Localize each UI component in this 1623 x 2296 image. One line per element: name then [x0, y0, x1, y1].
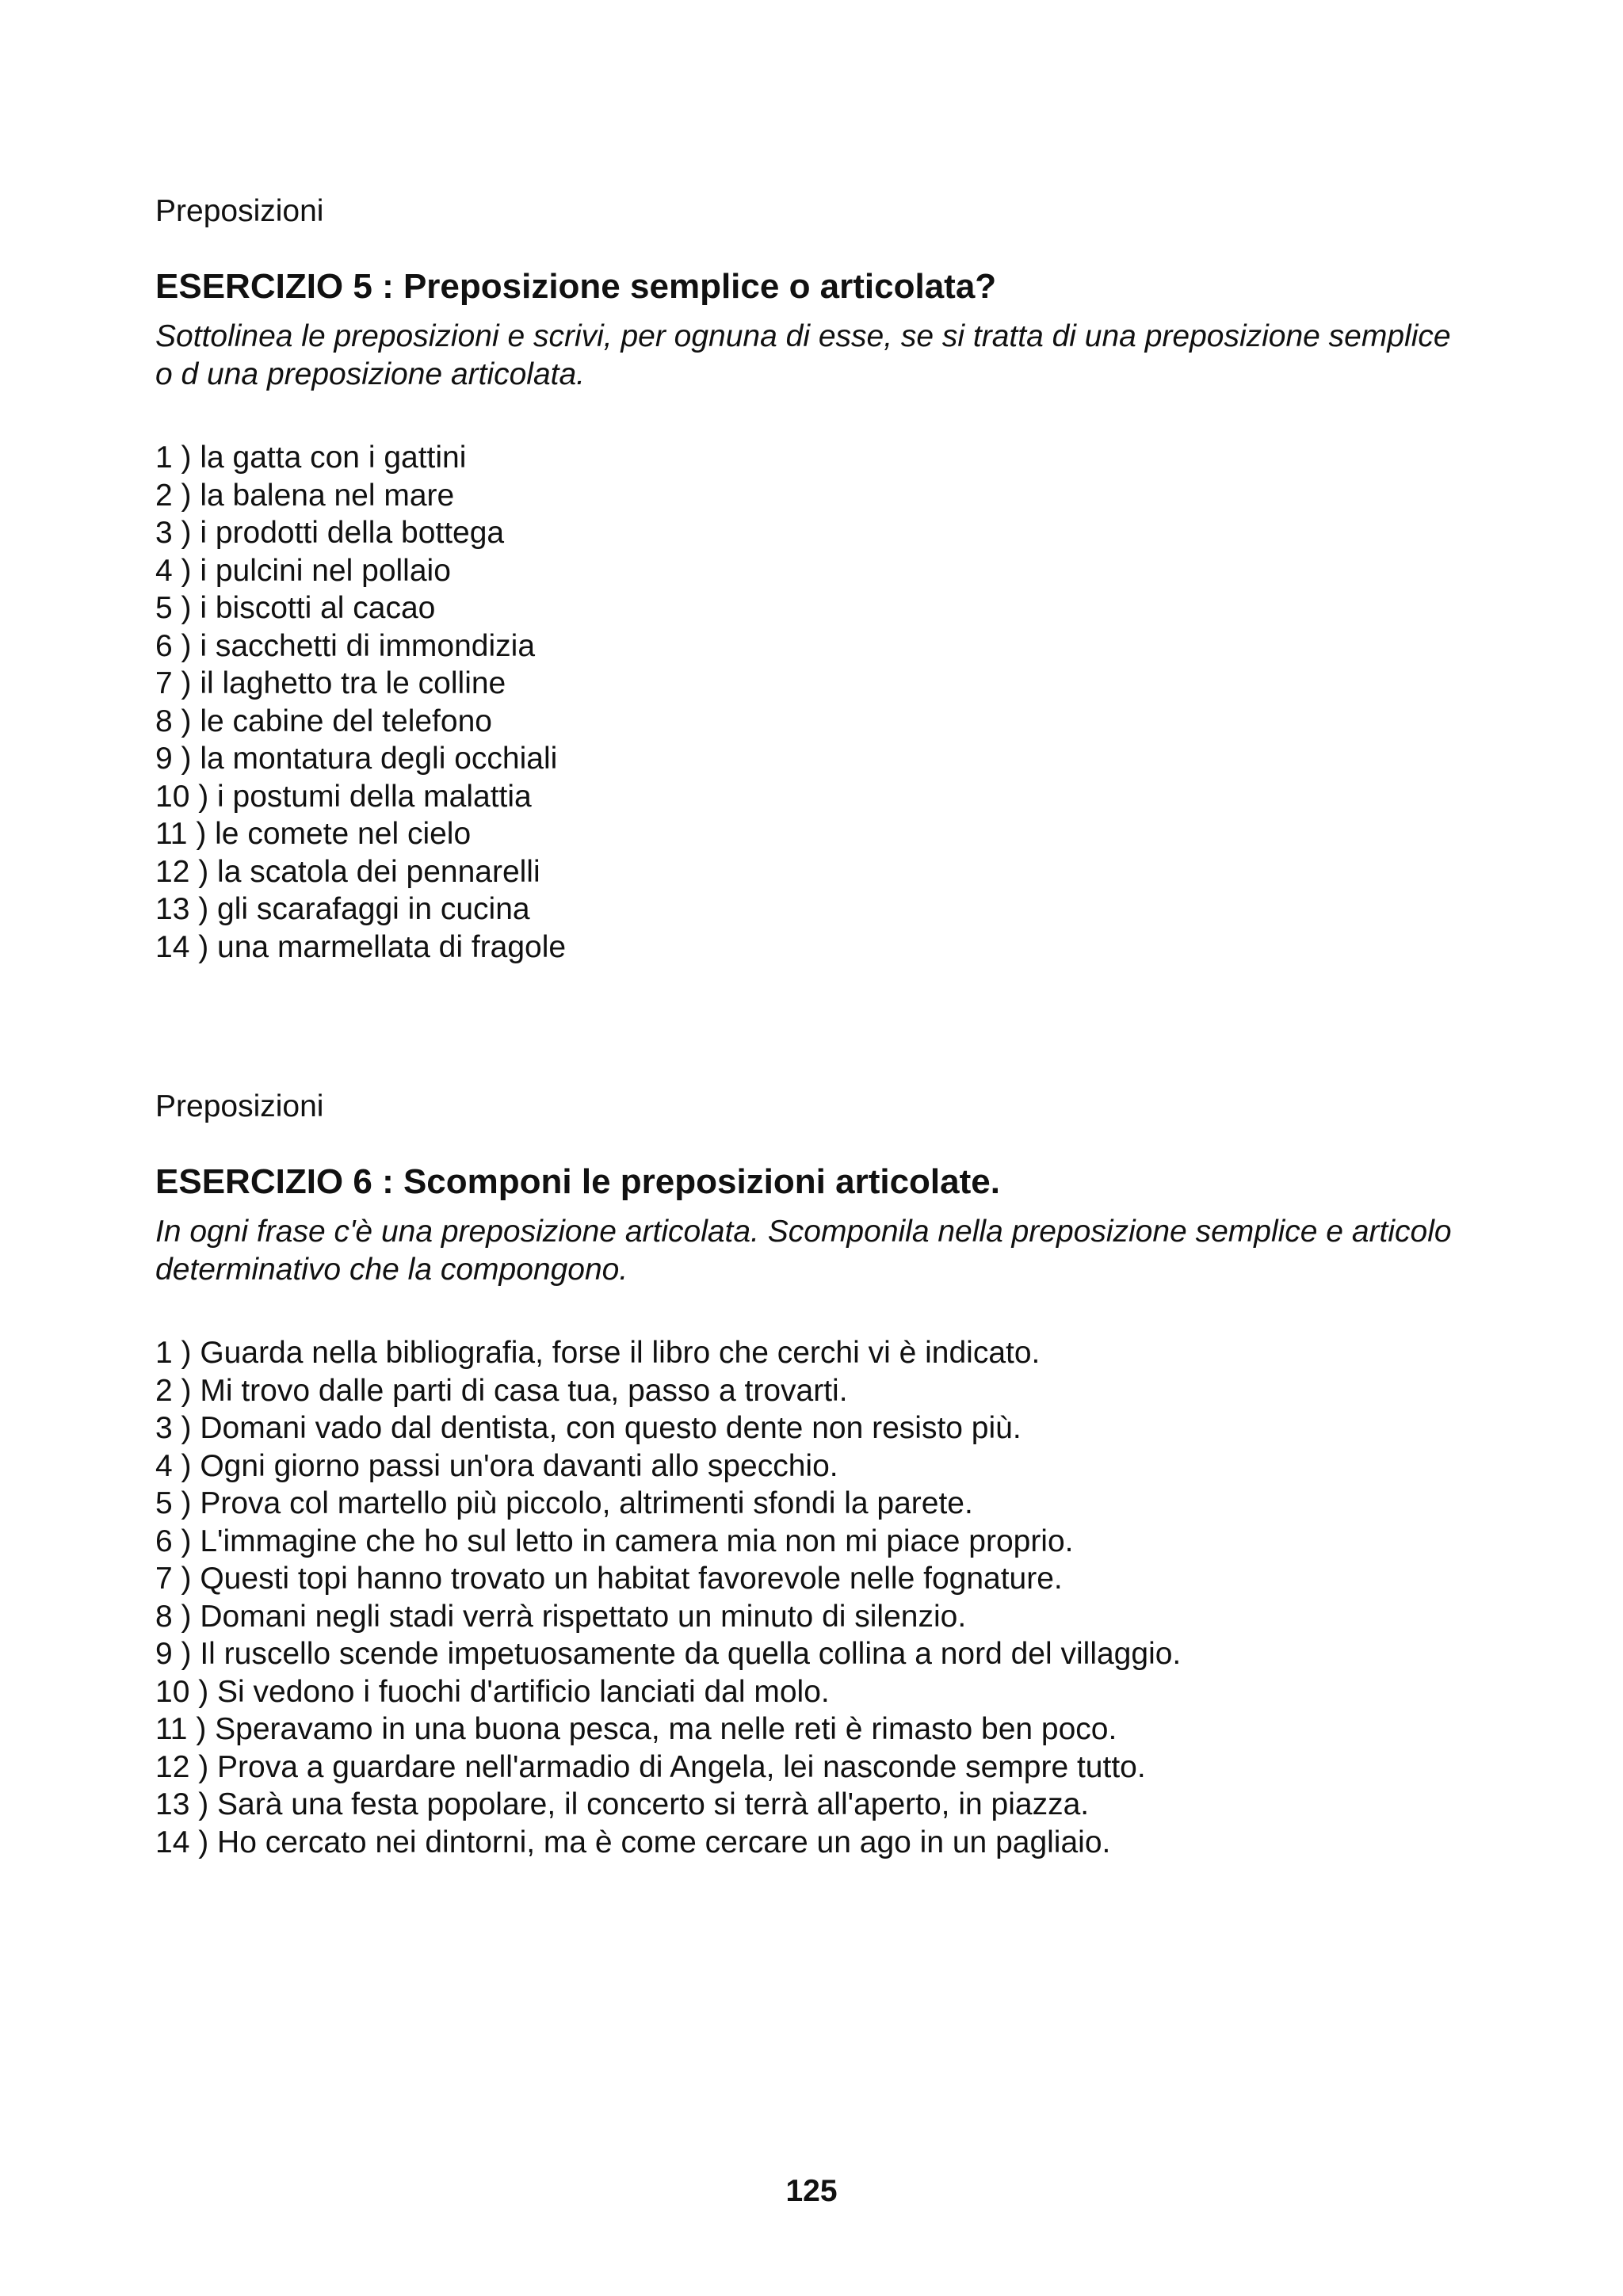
- exercise-instructions: In ogni frase c'è una preposizione articolata. Scomponila nella preposizione semplice e articolo determinativo che la compongono.: [155, 1215, 1452, 1287]
- list-item: 14 ) Ho cercato nei dintorni, ma è come cercare un ago in un pagliaio.: [155, 1825, 1111, 1859]
- list-item: 6 ) L'immagine che ho sul letto in camera mia non mi piace proprio.: [155, 1524, 1074, 1558]
- exercise-item-list: [155, 1334, 1503, 1861]
- list-item: 11 ) le comete nel cielo: [155, 817, 472, 851]
- list-item: 7 ) il laghetto tra le colline: [155, 666, 506, 700]
- list-item: 10 ) Si vedono i fuochi d'artificio lanciati dal molo.: [155, 1674, 830, 1709]
- list-item: 3 ) i prodotti della bottega: [155, 516, 505, 550]
- exercise-title: ESERCIZIO 5 : Preposizione semplice o articolata?: [155, 267, 997, 306]
- exercise-title: ESERCIZIO 6 : Scomponi le preposizioni articolate.: [155, 1162, 1000, 1201]
- list-item: 4 ) i pulcini nel pollaio: [155, 553, 451, 588]
- list-item: 9 ) la montatura degli occhiali: [155, 742, 558, 776]
- list-item: 7 ) Questi topi hanno trovato un habitat favorevole nelle fognature.: [155, 1562, 1063, 1596]
- list-item: 8 ) Domani negli stadi verrà rispettato un minuto di silenzio.: [155, 1599, 967, 1634]
- exercise-instructions: Sottolinea le preposizioni e scrivi, per ognuna di esse, se si tratta di una preposizione semplice o d una preposizione articolata.: [155, 319, 1451, 391]
- list-item: 4 ) Ogni giorno passi un'ora davanti allo specchio.: [155, 1448, 838, 1483]
- list-item: 12 ) Prova a guardare nell'armadio di Angela, lei nasconde sempre tutto.: [155, 1749, 1146, 1784]
- list-item: 5 ) Prova col martello più piccolo, altrimenti sfondi la parete.: [155, 1486, 973, 1520]
- list-item: 12 ) la scatola dei pennarelli: [155, 854, 540, 889]
- exercise-5-section: [155, 193, 1503, 966]
- list-item: 11 ) Speravamo in una buona pesca, ma nelle reti è rimasto ben poco.: [155, 1712, 1117, 1746]
- list-item: 1 ) la gatta con i gattini: [155, 441, 467, 475]
- list-item: 3 ) Domani vado dal dentista, con questo dente non resisto più.: [155, 1411, 1022, 1445]
- page-number: 125: [785, 2174, 838, 2208]
- list-item: 6 ) i sacchetti di immondizia: [155, 628, 536, 663]
- list-item: 1 ) Guarda nella bibliografia, forse il libro che cerchi vi è indicato.: [155, 1336, 1041, 1370]
- list-item: 13 ) gli scarafaggi in cucina: [155, 892, 530, 926]
- list-item: 2 ) la balena nel mare: [155, 478, 455, 513]
- list-item: 9 ) Il ruscello scende impetuosamente da quella collina a nord del villaggio.: [155, 1637, 1182, 1671]
- exercise-6-section: [155, 1088, 1503, 1861]
- list-item: 13 ) Sarà una festa popolare, il concerto si terrà all'aperto, in piazza.: [155, 1787, 1090, 1821]
- topic-label: Preposizioni: [155, 194, 324, 228]
- list-item: 10 ) i postumi della malattia: [155, 779, 532, 814]
- list-item: 14 ) una marmellata di fragole: [155, 929, 567, 964]
- list-item: 8 ) le cabine del telefono: [155, 704, 492, 738]
- list-item: 5 ) i biscotti al cacao: [155, 591, 436, 625]
- exercise-item-list: [155, 439, 1503, 966]
- topic-label: Preposizioni: [155, 1089, 324, 1123]
- list-item: 2 ) Mi trovo dalle parti di casa tua, passo a trovarti.: [155, 1373, 848, 1408]
